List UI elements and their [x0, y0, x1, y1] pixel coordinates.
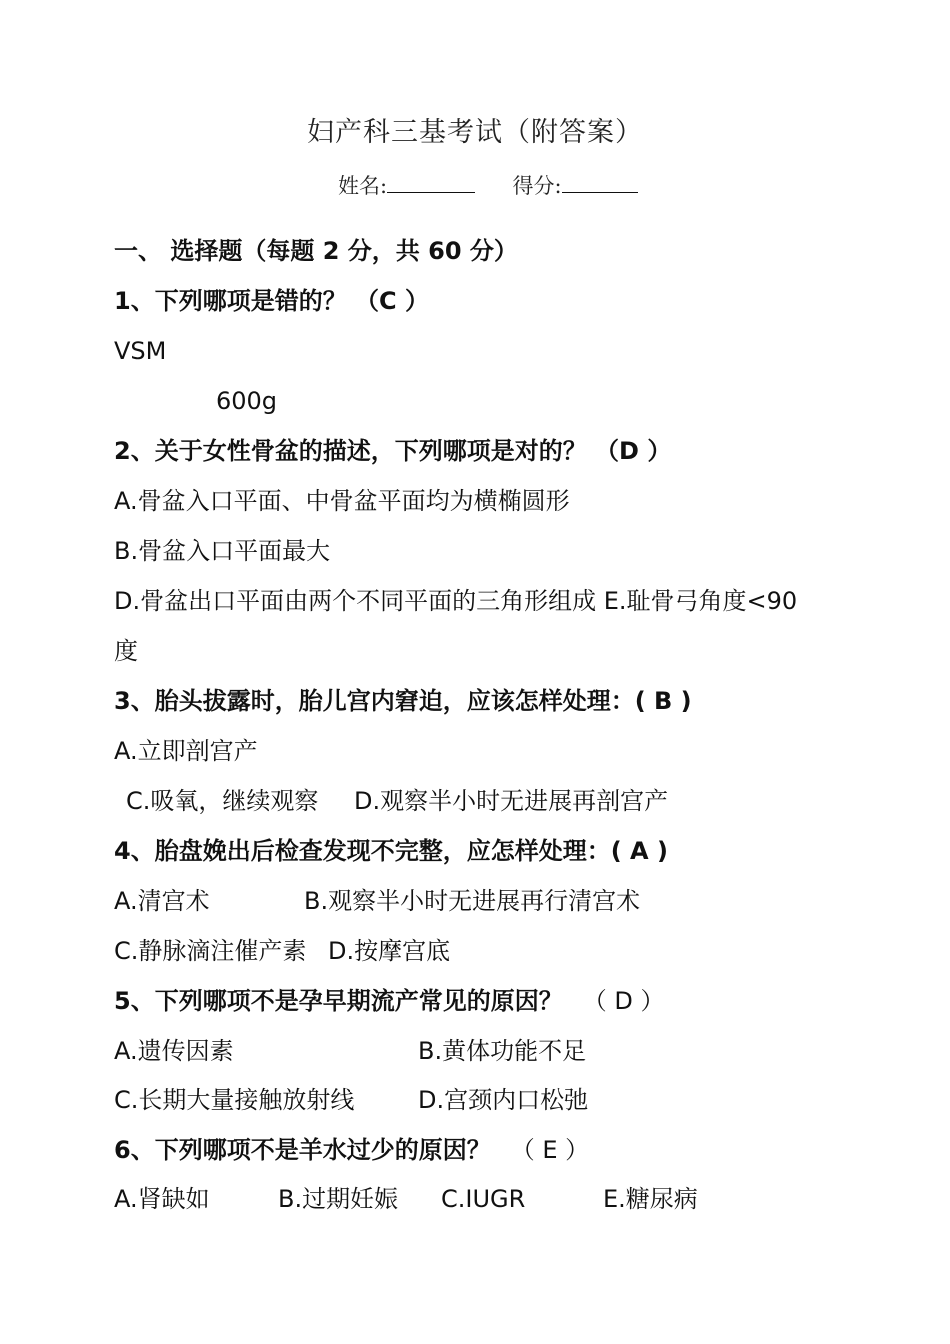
score-blank[interactable]	[562, 172, 638, 193]
question-5-option-d: D.宫颈内口松弛	[418, 1086, 589, 1114]
question-1-line-2: 600g	[216, 387, 278, 415]
question-1-stem: 1、下列哪项是错的？ （C ）	[114, 287, 430, 315]
question-4-option-b: B.观察半小时无进展再行清宫术	[304, 887, 641, 915]
question-5-option-b: B.黄体功能不足	[418, 1037, 587, 1065]
question-6-answer: （ E ）	[510, 1136, 590, 1164]
question-2-option-wrap: 度	[114, 637, 138, 665]
question-2-option-b: B.骨盆入口平面最大	[114, 537, 331, 565]
student-info	[338, 170, 638, 200]
question-1-line-1: VSM	[114, 337, 167, 365]
question-4-option-d: D.按摩宫底	[328, 937, 451, 965]
section-heading: 一、 选择题（每题 2 分，共 60 分）	[114, 237, 518, 265]
question-4-stem: 4、胎盘娩出后检查发现不完整，应怎样处理：( A )	[114, 837, 668, 865]
score-label: 得分:	[512, 174, 562, 198]
question-3-option-d: D.观察半小时无进展再剖宫产	[354, 787, 669, 815]
question-6-stem: 6、下列哪项不是羊水过少的原因？	[114, 1136, 491, 1164]
question-5-answer: （ D ）	[582, 987, 665, 1015]
question-3-option-c: C.吸氧，继续观察	[126, 787, 319, 815]
question-5-stem: 5、下列哪项不是孕早期流产常见的原因？	[114, 987, 563, 1015]
question-6-option-e: E.糖尿病	[603, 1185, 698, 1213]
question-5-row	[114, 986, 664, 1016]
question-2-option-de: D.骨盆出口平面由两个不同平面的三角形组成 E.耻骨弓角度<90	[114, 587, 798, 615]
question-4-option-c: C.静脉滴注催产素	[114, 937, 307, 965]
question-6-option-a: A.肾缺如	[114, 1185, 210, 1213]
name-blank[interactable]	[387, 172, 475, 193]
question-6-option-b: B.过期妊娠	[278, 1185, 399, 1213]
question-6-row	[114, 1135, 589, 1165]
page-title: 妇产科三基考试（附答案）	[307, 117, 643, 148]
name-label: 姓名:	[338, 174, 388, 198]
question-2-option-a: A.骨盆入口平面、中骨盆平面均为横椭圆形	[114, 487, 570, 515]
question-3-stem: 3、胎头拔露时，胎儿宫内窘迫，应该怎样处理：( B )	[114, 687, 692, 715]
question-3-option-a: A.立即剖宫产	[114, 737, 258, 765]
question-2-stem: 2、关于女性骨盆的描述，下列哪项是对的？ （D ）	[114, 437, 672, 465]
question-5-option-c: C.长期大量接触放射线	[114, 1086, 355, 1114]
question-5-option-a: A.遗传因素	[114, 1037, 234, 1065]
question-4-option-a: A.清宫术	[114, 887, 210, 915]
question-6-option-c: C.IUGR	[441, 1185, 526, 1213]
